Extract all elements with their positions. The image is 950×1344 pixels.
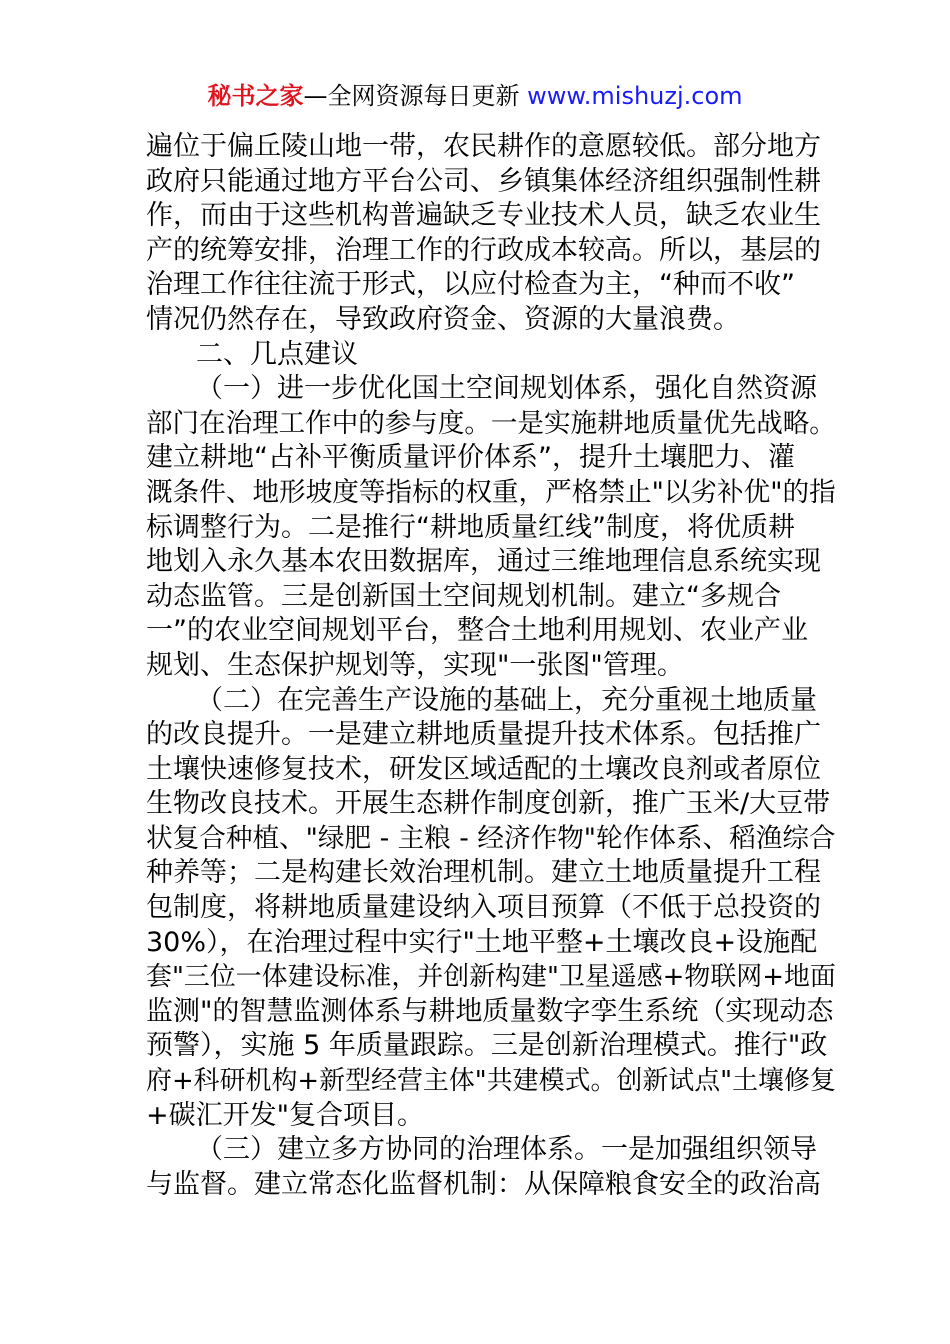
paragraph-line: 生物改良技术。开展生态耕作制度创新，推广玉米/大豆带: [146, 788, 831, 820]
paragraph-line: （二）在完善生产设施的基础上，充分重视土地质量: [196, 684, 817, 716]
paragraph-line: 标调整行为。二是推行“耕地质量红线”制度，将优质耕: [146, 511, 795, 543]
paragraph-line: +碳汇开发"复合项目。: [146, 1099, 425, 1131]
site-tagline: —全网资源每日更新: [303, 82, 528, 110]
site-brand: 秘书之家: [207, 82, 304, 110]
paragraph-line: 包制度，将耕地质量建设纳入项目预算（不低于总投资的: [146, 892, 821, 924]
paragraph-line: 监测"的智慧监测体系与耕地质量数字孪生系统（实现动态: [146, 995, 834, 1027]
paragraph-line: 与监督。建立常态化监督机制：从保障粮食安全的政治高: [146, 1168, 821, 1200]
paragraph-line: 建立耕地“占补平衡质量评价体系”，提升土壤肥力、灌: [146, 442, 795, 474]
paragraph-line: 种养等；二是构建长效治理机制。建立土地质量提升工程: [146, 857, 821, 889]
paragraph-line: （一）进一步优化国土空间规划体系，强化自然资源: [196, 373, 817, 405]
paragraph-line: 状复合种植、"绿肥 - 主粮 - 经济作物"轮作体系、稻渔综合: [146, 822, 836, 854]
paragraph-line: 情况仍然存在，导致政府资金、资源的大量浪费。: [146, 303, 740, 335]
paragraph-line: 30%），在治理过程中实行"土地平整+土壤改良+设施配: [146, 926, 818, 958]
document-body: [146, 130, 836, 1202]
paragraph-line: 溉条件、地形坡度等指标的权重，严格禁止"以劣补优"的指: [146, 476, 836, 508]
section-heading: 二、几点建议: [196, 338, 358, 370]
paragraph-line: 治理工作往往流于形式，以应付检查为主，“种而不收”: [146, 269, 795, 301]
paragraph-line: 一”的农业空间规划平台，整合土地利用规划、农业产业: [146, 615, 808, 647]
paragraph-line: 预警），实施 5 年质量跟踪。三是创新治理模式。推行"政: [146, 1030, 828, 1062]
site-header: [0, 78, 950, 114]
paragraph-line: 规划、生态保护规划等，实现"一张图"管理。: [146, 649, 684, 681]
paragraph-line: 遍位于偏丘陵山地一带，农民耕作的意愿较低。部分地方: [146, 131, 821, 162]
paragraph-line: 府+科研机构+新型经营主体"共建模式。创新试点"土壤修复: [146, 1066, 836, 1097]
paragraph-line: 土壤快速修复技术，研发区域适配的土壤改良剂或者原位: [146, 753, 821, 785]
paragraph-line: 动态监管。三是创新国土空间规划机制。建立“多规合: [146, 580, 781, 612]
site-url-link[interactable]: www.mishuzj.com: [527, 82, 743, 110]
paragraph-line: 作，而由于这些机构普遍缺乏专业技术人员，缺乏农业生: [146, 200, 821, 232]
paragraph-line: 套"三位一体建设标准，并创新构建"卫星遥感+物联网+地面: [146, 962, 836, 993]
paragraph-line: 政府只能通过地方平台公司、乡镇集体经济组织强制性耕: [146, 165, 821, 197]
paragraph-line: 产的统筹安排，治理工作的行政成本较高。所以，基层的: [146, 234, 821, 266]
paragraph-line: （三）建立多方协同的治理体系。一是加强组织领导: [196, 1134, 817, 1166]
paragraph-line: 部门在治理工作中的参与度。一是实施耕地质量优先战略。: [146, 407, 836, 439]
paragraph-line: 地划入永久基本农田数据库，通过三维地理信息系统实现: [146, 546, 821, 578]
paragraph-line: 的改良提升。一是建立耕地质量提升技术体系。包括推广: [146, 719, 821, 751]
